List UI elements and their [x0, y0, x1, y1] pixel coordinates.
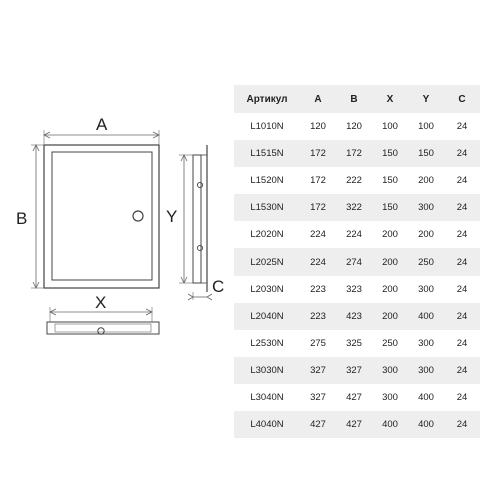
cell-x: 200 — [382, 283, 398, 295]
dim-label-y: Y — [166, 207, 178, 226]
header-article: Артикул — [234, 85, 300, 113]
cell-c: 24 — [444, 357, 480, 384]
table-row — [234, 357, 480, 384]
cell-y: 300 — [418, 283, 434, 295]
table-row — [234, 167, 480, 194]
door-panel — [52, 152, 152, 280]
cell-a: 172 — [300, 194, 336, 221]
cell-article: L2025N — [234, 248, 300, 275]
cell-y: 200 — [418, 229, 434, 241]
cell-article: L1010N — [250, 121, 284, 133]
cell-article: L1530N — [234, 194, 300, 221]
dim-label-b: B — [16, 209, 28, 228]
cell-a: 224 — [300, 248, 336, 275]
cell-y: 400 — [418, 391, 434, 403]
cell-x: 150 — [372, 140, 408, 167]
cell-c: 24 — [444, 194, 480, 221]
cell-b: 427 — [336, 411, 372, 438]
header-a: A — [300, 85, 336, 113]
cell-article: L2020N — [250, 229, 284, 241]
cell-b: 224 — [346, 229, 362, 241]
lock-icon — [133, 211, 143, 221]
table-row — [234, 221, 480, 248]
cell-a: 120 — [310, 121, 326, 133]
table-row — [234, 194, 480, 221]
cell-x: 300 — [372, 357, 408, 384]
cell-a: 172 — [300, 140, 336, 167]
cell-y: 200 — [418, 175, 434, 187]
cell-c: 24 — [444, 140, 480, 167]
cell-c: 24 — [456, 175, 468, 187]
table-row — [234, 248, 480, 275]
cell-c: 24 — [456, 391, 468, 403]
cell-c: 24 — [444, 411, 480, 438]
cell-y: 250 — [408, 248, 444, 275]
table-row — [234, 411, 480, 438]
cell-c: 24 — [456, 121, 468, 133]
cell-a: 275 — [310, 337, 326, 349]
cell-b: 274 — [336, 248, 372, 275]
dim-label-c: C — [212, 277, 225, 296]
cell-c: 24 — [456, 229, 468, 241]
dim-c-arrow-left — [188, 294, 193, 300]
cell-article: L2040N — [234, 303, 300, 330]
header-c: C — [444, 85, 480, 113]
cell-b: 323 — [346, 283, 362, 295]
cell-c: 24 — [444, 303, 480, 330]
cell-b: 120 — [346, 121, 362, 133]
cell-y: 400 — [408, 303, 444, 330]
cell-y: 300 — [418, 337, 434, 349]
dim-label-x: X — [95, 293, 107, 312]
cell-article: L2030N — [250, 283, 284, 295]
cell-article: L1520N — [250, 175, 284, 187]
cell-a: 172 — [310, 175, 326, 187]
cell-b: 427 — [346, 391, 362, 403]
table-row — [234, 303, 480, 330]
cell-b: 423 — [336, 303, 372, 330]
cell-article: L3040N — [250, 391, 284, 403]
cell-x: 200 — [372, 303, 408, 330]
cell-article: L1515N — [234, 140, 300, 167]
cell-article: L2530N — [250, 337, 284, 349]
table-header-row — [234, 85, 480, 113]
cell-b: 327 — [336, 357, 372, 384]
cell-a: 327 — [310, 391, 326, 403]
dim-label-a: A — [96, 115, 108, 134]
header-x: X — [372, 85, 408, 113]
cell-c: 24 — [456, 283, 468, 295]
bottom-view-lock-icon — [98, 328, 104, 334]
spec-table — [234, 85, 480, 438]
table-row — [234, 384, 480, 411]
cell-y: 300 — [408, 194, 444, 221]
cell-x: 150 — [372, 194, 408, 221]
cell-y: 100 — [418, 121, 434, 133]
cell-b: 222 — [346, 175, 362, 187]
table-row — [234, 140, 480, 167]
table-row — [234, 276, 480, 303]
side-view-hinge-top-icon — [197, 182, 202, 187]
cell-b: 325 — [346, 337, 362, 349]
header-y: Y — [408, 85, 444, 113]
table-row — [234, 330, 480, 357]
cell-x: 100 — [382, 121, 398, 133]
side-view-body — [193, 155, 201, 283]
cell-y: 400 — [408, 411, 444, 438]
cell-a: 327 — [300, 357, 336, 384]
cell-a: 223 — [310, 283, 326, 295]
cell-article: L3030N — [234, 357, 300, 384]
hatch-door-drawing — [0, 0, 230, 500]
cell-x: 400 — [372, 411, 408, 438]
side-view-hinge-bottom-icon — [197, 245, 202, 250]
cell-a: 427 — [300, 411, 336, 438]
cell-c: 24 — [456, 337, 468, 349]
cell-b: 322 — [336, 194, 372, 221]
cell-y: 150 — [408, 140, 444, 167]
cell-x: 200 — [382, 229, 398, 241]
cell-article: L4040N — [234, 411, 300, 438]
header-b: B — [336, 85, 372, 113]
cell-x: 300 — [382, 391, 398, 403]
cell-x: 250 — [382, 337, 398, 349]
cell-y: 300 — [408, 357, 444, 384]
cell-a: 223 — [300, 303, 336, 330]
cell-a: 224 — [310, 229, 326, 241]
cell-c: 24 — [444, 248, 480, 275]
frame-outer — [44, 145, 159, 288]
table-row — [234, 113, 480, 140]
cell-x: 150 — [382, 175, 398, 187]
cell-x: 200 — [372, 248, 408, 275]
cell-b: 172 — [336, 140, 372, 167]
